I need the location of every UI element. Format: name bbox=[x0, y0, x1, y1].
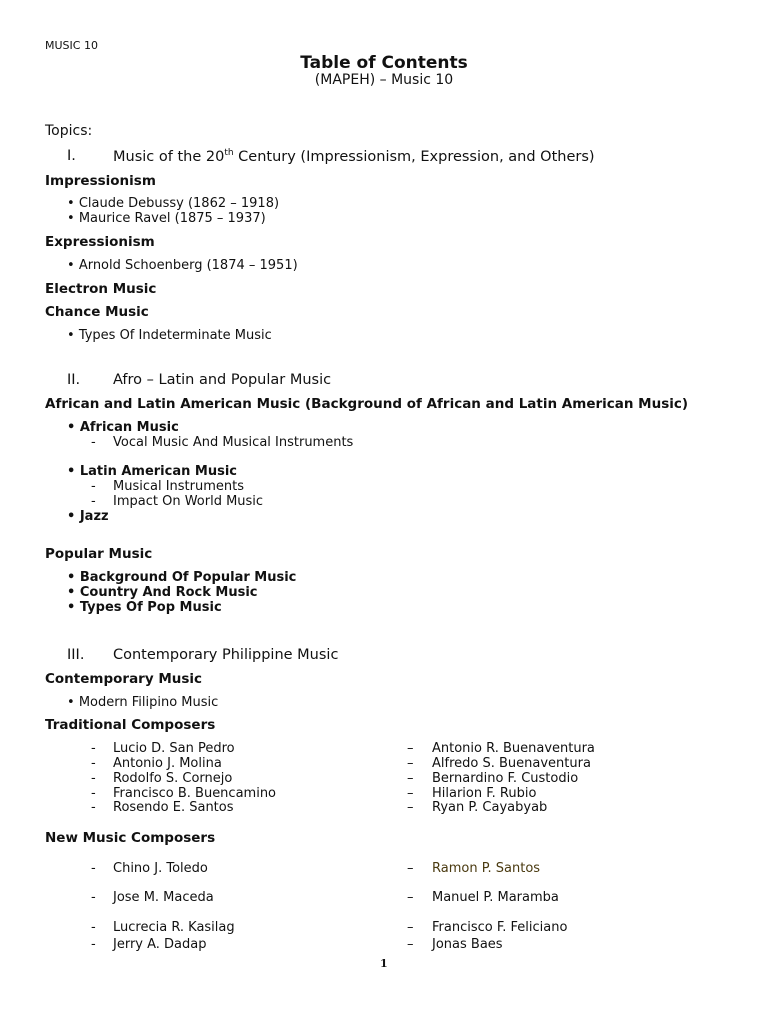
dash-item: - bbox=[91, 435, 96, 450]
composer-name: Jose M. Maceda bbox=[113, 890, 214, 905]
dash-item: – bbox=[407, 920, 414, 935]
traditional-heading: Traditional Composers bbox=[45, 717, 216, 733]
dash-item: – bbox=[407, 937, 414, 952]
dash-item: - bbox=[91, 920, 96, 935]
composer-name: Antonio J. Molina bbox=[113, 756, 222, 771]
course-label: MUSIC 10 bbox=[45, 39, 98, 52]
dash-item: - bbox=[91, 937, 96, 952]
composer-name: Jonas Baes bbox=[432, 937, 503, 952]
list-item: • Latin American Music bbox=[67, 464, 237, 479]
list-item: • Maurice Ravel (1875 – 1937) bbox=[67, 211, 266, 226]
popular-heading: Popular Music bbox=[45, 546, 153, 562]
list-item: • Modern Filipino Music bbox=[67, 695, 219, 710]
section-1-title: Music of the 20th Century (Impressionism, Expression, and Others) bbox=[113, 148, 595, 165]
list-item: • Background Of Popular Music bbox=[67, 570, 297, 585]
list-item: • African Music bbox=[67, 420, 179, 435]
list-item: • Types Of Pop Music bbox=[67, 600, 222, 615]
sub-item: Vocal Music And Musical Instruments bbox=[113, 435, 354, 450]
composer-name: Alfredo S. Buenaventura bbox=[432, 756, 591, 771]
section-2-numeral: II. bbox=[67, 372, 81, 388]
composer-name: Lucrecia R. Kasilag bbox=[113, 920, 235, 935]
dash-item: - bbox=[91, 890, 96, 905]
impressionism-heading: Impressionism bbox=[45, 173, 156, 189]
composer-name: Ramon P. Santos bbox=[432, 861, 541, 876]
composer-name: Bernardino F. Custodio bbox=[432, 771, 579, 786]
dash-item: - bbox=[91, 494, 96, 509]
expressionism-heading: Expressionism bbox=[45, 234, 155, 250]
dash-item: – bbox=[407, 861, 414, 876]
sub-item: Musical Instruments bbox=[113, 479, 244, 494]
composer-name: Hilarion F. Rubio bbox=[432, 786, 537, 801]
dash-item: – bbox=[407, 741, 414, 756]
dash-item: - bbox=[91, 741, 96, 756]
dash-item: – bbox=[407, 800, 414, 815]
dash-item: - bbox=[91, 479, 96, 494]
dash-item: - bbox=[91, 756, 96, 771]
list-item: • Types Of Indeterminate Music bbox=[67, 328, 272, 343]
composer-name: Antonio R. Buenaventura bbox=[432, 741, 595, 756]
dash-item: – bbox=[407, 890, 414, 905]
section-3-title: Contemporary Philippine Music bbox=[113, 647, 339, 663]
electron-heading: Electron Music bbox=[45, 281, 157, 297]
dash-item: – bbox=[407, 786, 414, 801]
page-title: Table of Contents bbox=[300, 53, 468, 73]
list-item: • Country And Rock Music bbox=[67, 585, 258, 600]
composer-name: Francisco F. Feliciano bbox=[432, 920, 568, 935]
composer-name: Chino J. Toledo bbox=[113, 861, 208, 876]
new-music-heading: New Music Composers bbox=[45, 830, 216, 846]
composer-name: Rodolfo S. Cornejo bbox=[113, 771, 233, 786]
composer-name: Francisco B. Buencamino bbox=[113, 786, 277, 801]
page-number: 1 bbox=[380, 957, 388, 970]
composer-name: Jerry A. Dadap bbox=[113, 937, 207, 952]
dash-item: - bbox=[91, 861, 96, 876]
list-item: • Claude Debussy (1862 – 1918) bbox=[67, 196, 280, 211]
african-latin-heading: African and Latin American Music (Background of African and Latin American Music) bbox=[45, 396, 689, 412]
composer-name: Rosendo E. Santos bbox=[113, 800, 234, 815]
composer-name: Lucio D. San Pedro bbox=[113, 741, 235, 756]
dash-item: - bbox=[91, 800, 96, 815]
page-subtitle: (MAPEH) – Music 10 bbox=[314, 72, 454, 88]
composer-name: Ryan P. Cayabyab bbox=[432, 800, 548, 815]
list-item: • Arnold Schoenberg (1874 – 1951) bbox=[67, 258, 298, 273]
contemporary-heading: Contemporary Music bbox=[45, 671, 203, 687]
chance-heading: Chance Music bbox=[45, 304, 149, 320]
composer-name: Manuel P. Maramba bbox=[432, 890, 559, 905]
section-3-numeral: III. bbox=[67, 647, 85, 663]
list-item: • Jazz bbox=[67, 509, 109, 524]
topics-label: Topics: bbox=[45, 123, 93, 139]
dash-item: – bbox=[407, 756, 414, 771]
section-2-title: Afro – Latin and Popular Music bbox=[113, 372, 332, 388]
section-1-numeral: I. bbox=[67, 148, 76, 164]
sub-item: Impact On World Music bbox=[113, 494, 264, 509]
dash-item: - bbox=[91, 771, 96, 786]
dash-item: – bbox=[407, 771, 414, 786]
dash-item: - bbox=[91, 786, 96, 801]
